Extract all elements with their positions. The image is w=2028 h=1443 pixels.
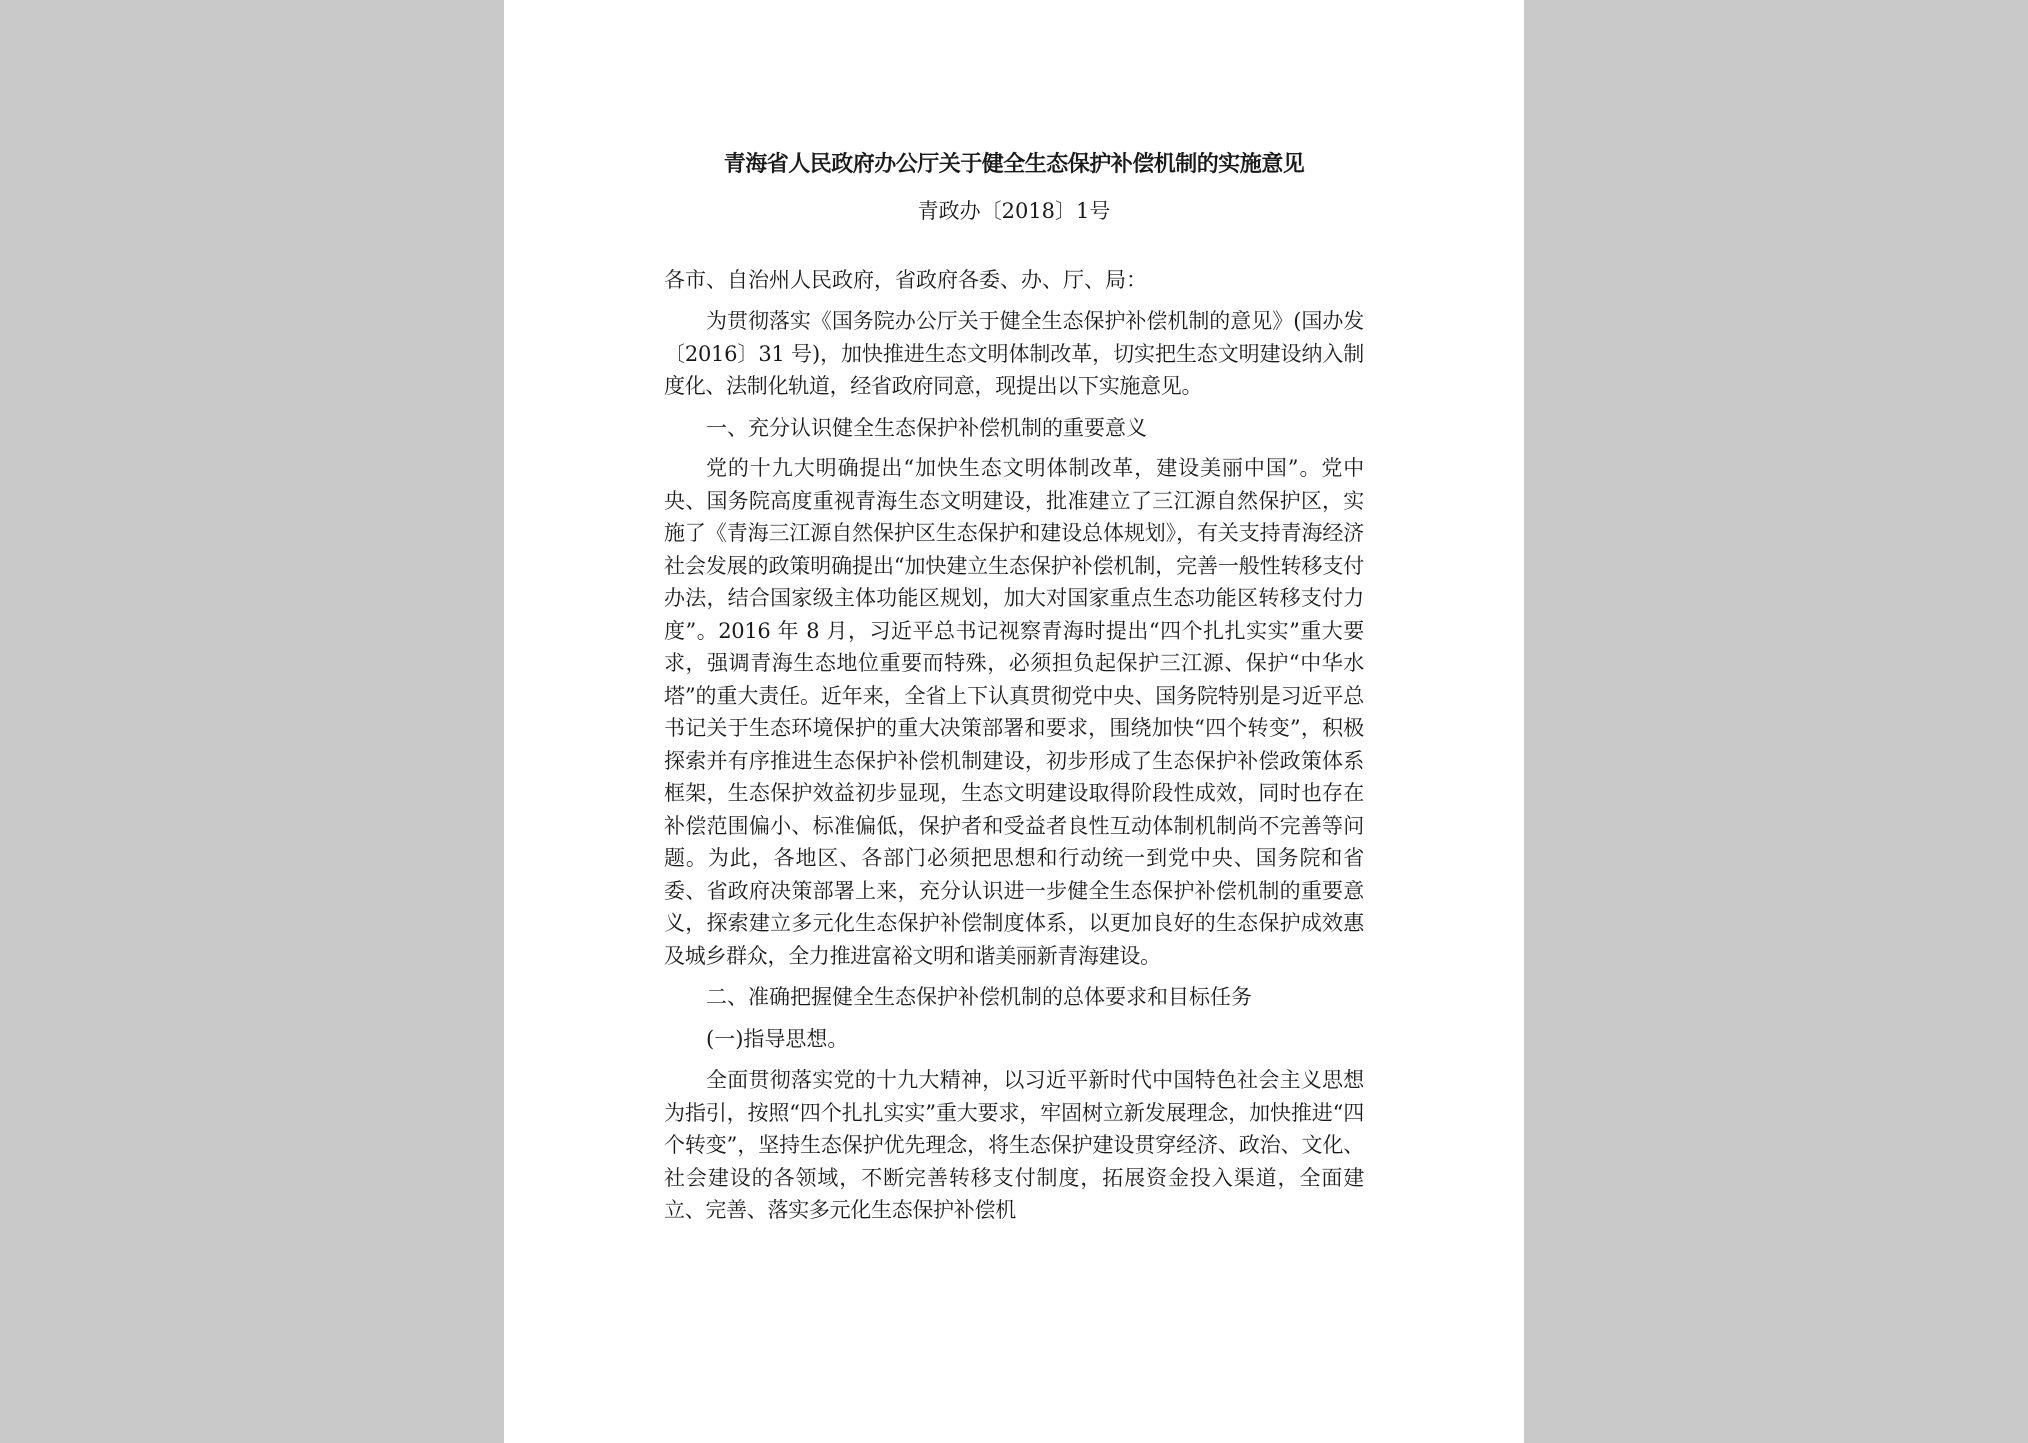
section-2-heading: 二、准确把握健全生态保护补偿机制的总体要求和目标任务 [706, 985, 1252, 1009]
section-1-paragraph: 党的十九大明确提出“加快生态文明体制改革，建设美丽中国”。党中央、国务院高度重视青海生态文明建设，批准建立了三江源自然保护区，实施了《青海三江源自然保护区生态保护和建设总体规划》，有关支持青海经济社会发展的政策明确提出“加快建立生态保护补偿机制，完善一般性转移支付办法，结合国家级主体功能区规划，加大对国家重点生态功能区转移支付力度”。2016 年 8 月，习近平总书记视察青海时提出“四个扎扎实实”重大要求，强调青海生态地位重要而特殊，必须担负起保护三江源、保护“中华水塔”的重大责任。近年来，全省上下认真贯彻党中央、国务院特别是习近平总书记关于生态环境保护的重大决策部署和要求，围绕加快“四个转变”，积极探索并有序推进生态保护补偿机制建设，初步形成了生态保护补偿政策体系框架，生态保护效益初步显现，生态文明建设取得阶段性成效，同时也存在补偿范围偏小、标准偏低，保护者和受益者良性互动体制机制尚不完善等问题。为此，各地区、各部门必须把思想和行动统一到党中央、国务院和省委、省政府决策部署上来，充分认识进一步健全生态保护补偿机制的重要意义，探索建立多元化生态保护补偿制度体系，以更加良好的生态保护成效惠及城乡群众，全力推进富裕文明和谐美丽新青海建设。 [664, 456, 1364, 968]
document-number: 青政办〔2018〕1号 [917, 199, 1111, 223]
subsection-1-paragraph: 全面贯彻落实党的十九大精神，以习近平新时代中国特色社会主义思想为指引，按照“四个扎扎实实”重大要求，牢固树立新发展理念，加快推进“四个转变”，坚持生态保护优先理念，将生态保护建设贯穿经济、政治、文化、社会建设的各领域，不断完善转移支付制度，拓展资金投入渠道，全面建立、完善、落实多元化生态保护补偿机 [664, 1068, 1364, 1222]
intro-paragraph: 为贯彻落实《国务院办公厅关于健全生态保护补偿机制的意见》(国办发〔2016〕31 号)，加快推进生态文明体制改革，切实把生态文明建设纳入制度化、法制化轨道，经省政府同意，现提出以下实施意见。 [664, 309, 1364, 398]
subsection-1-heading: (一)指导思想。 [706, 1026, 849, 1051]
section-1-heading: 一、充分认识健全生态保护补偿机制的重要意义 [706, 415, 1147, 440]
salutation: 各市、自治州人民政府，省政府各委、办、厅、局： [664, 268, 1147, 292]
document-content [664, 148, 1364, 1227]
document-title: 青海省人民政府办公厅关于健全生态保护补偿机制的实施意见 [723, 152, 1305, 177]
document-page [504, 0, 1524, 1443]
